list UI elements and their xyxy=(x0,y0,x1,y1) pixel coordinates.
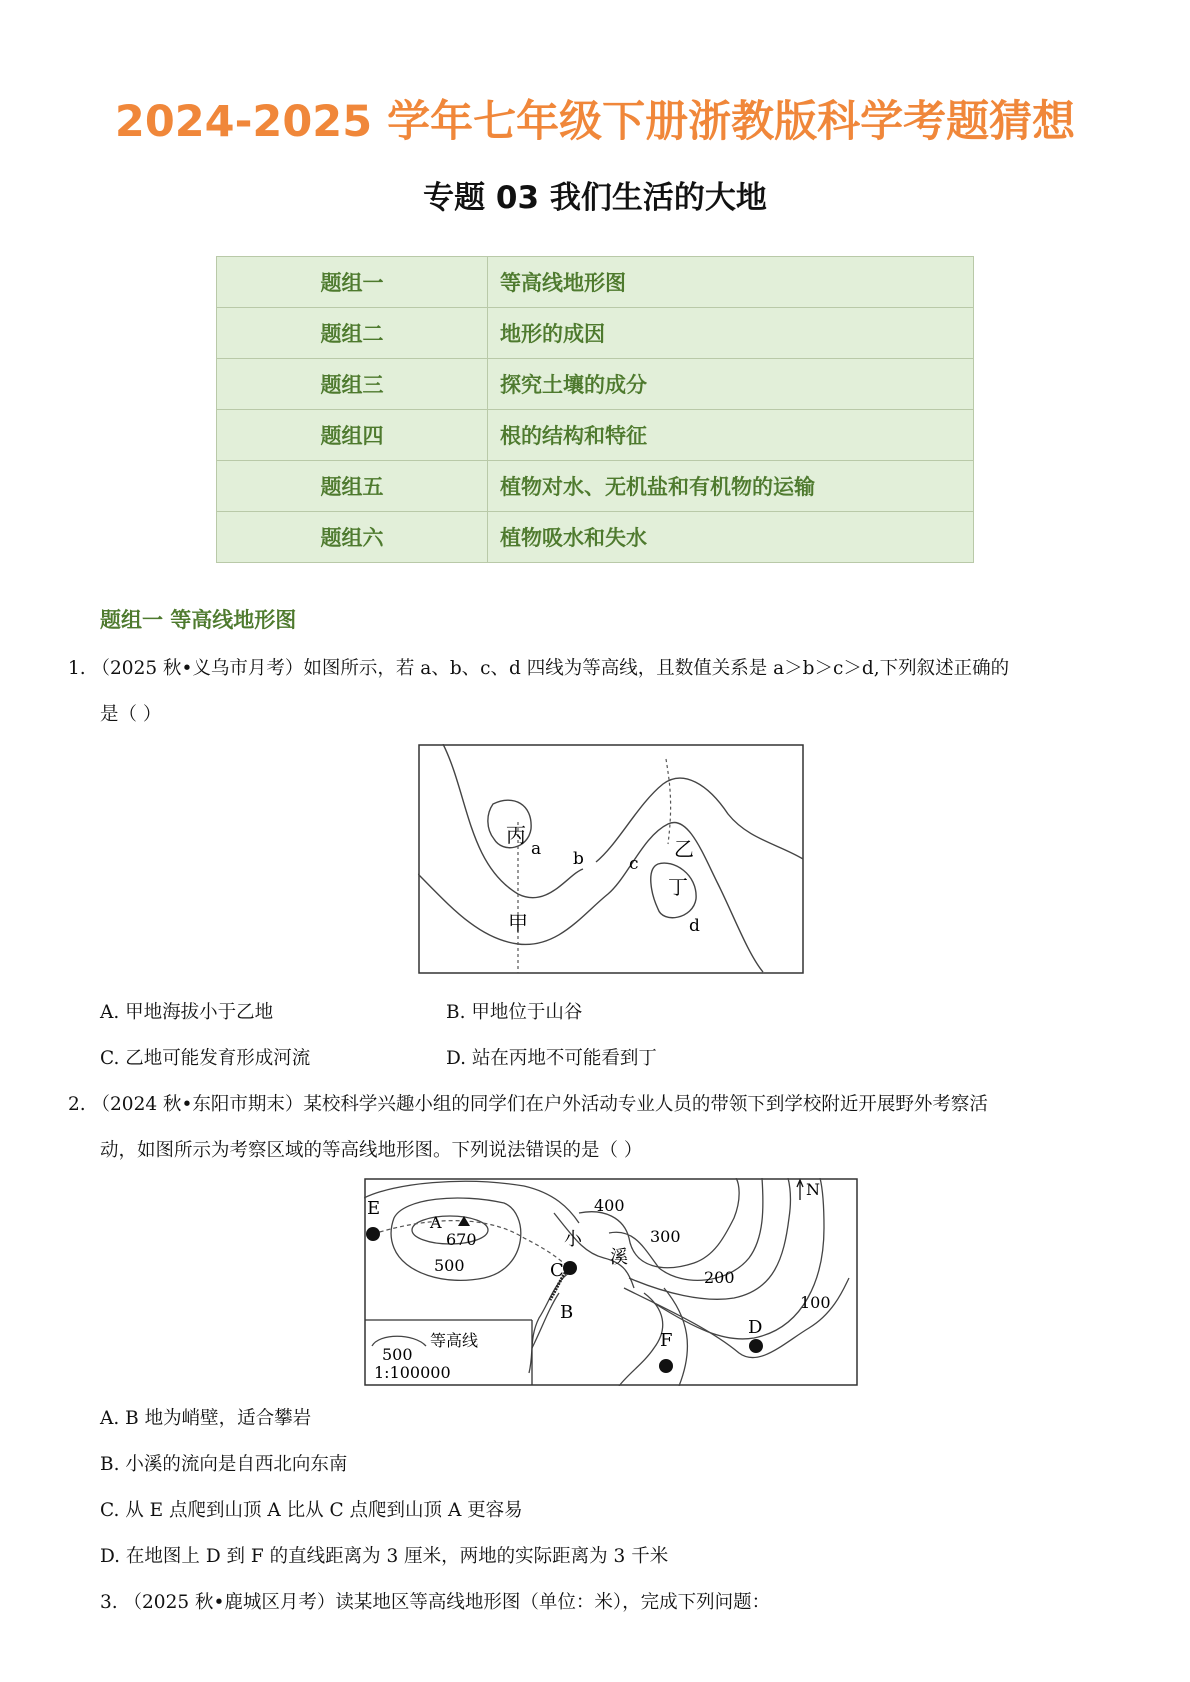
group-cell: 题组六 xyxy=(217,512,488,563)
map-label-bing: 丙 xyxy=(506,823,526,847)
table-row xyxy=(217,359,974,410)
map2-label-a: A xyxy=(430,1213,442,1232)
topic-cell: 等高线地形图 xyxy=(488,257,974,308)
topic-table xyxy=(216,256,974,563)
group-cell: 题组一 xyxy=(217,257,488,308)
question-1-text: 1. （2025 秋•义乌市月考）如图所示，若 a、b、c、d 四线为等高线，且数值关系是 a＞b＞c＞d,下列叙述正确的 xyxy=(68,658,1010,679)
map2-label-e: E xyxy=(367,1198,381,1219)
table-row xyxy=(217,512,974,563)
legend-label: 等高线 xyxy=(430,1331,479,1350)
map2-label-summit: 670 xyxy=(446,1230,477,1249)
map2-label-f: F xyxy=(660,1330,673,1351)
question-2-text-cont: 动，如图所示为考察区域的等高线地形图。下列说法错误的是（ ） xyxy=(100,1140,643,1161)
map2-label-xiao: 小 xyxy=(564,1229,582,1250)
group-cell: 题组三 xyxy=(217,359,488,410)
group-cell: 题组四 xyxy=(217,410,488,461)
topic-cell: 植物对水、无机盐和有机物的运输 xyxy=(488,461,974,512)
topic-cell: 植物吸水和失水 xyxy=(488,512,974,563)
table-row xyxy=(217,410,974,461)
group-cell: 题组五 xyxy=(217,461,488,512)
q1-option-b: B. 甲地位于山谷 xyxy=(446,1002,583,1023)
map2-label-200: 200 xyxy=(704,1268,735,1287)
question-1-text-cont: 是（ ） xyxy=(100,704,162,725)
q2-option-b: B. 小溪的流向是自西北向东南 xyxy=(100,1454,348,1475)
map2-label-300: 300 xyxy=(650,1227,681,1246)
table-row xyxy=(217,461,974,512)
page-subtitle: 专题 03 我们生活的大地 xyxy=(423,180,767,216)
q1-option-a: A. 甲地海拔小于乙地 xyxy=(100,1002,274,1023)
q1-option-c: C. 乙地可能发育形成河流 xyxy=(100,1048,311,1069)
legend-value: 500 xyxy=(382,1345,413,1364)
map-label-c: c xyxy=(629,854,639,874)
question-3-text: 3. （2025 秋•鹿城区月考）读某地区等高线地形图（单位：米），完成下列问题： xyxy=(100,1592,771,1613)
topic-cell: 探究土壤的成分 xyxy=(488,359,974,410)
map-label-b: b xyxy=(573,849,584,869)
topic-cell: 根的结构和特征 xyxy=(488,410,974,461)
map-label-d: d xyxy=(689,916,700,936)
map-label-ding: 丁 xyxy=(668,875,688,899)
map2-label-xi: 溪 xyxy=(610,1247,628,1268)
topic-cell: 地形的成因 xyxy=(488,308,974,359)
q2-option-d: D. 在地图上 D 到 F 的直线距离为 3 厘米，两地的实际距离为 3 千米 xyxy=(100,1546,669,1567)
map2-label-500: 500 xyxy=(434,1256,465,1275)
q1-option-d: D. 站在丙地不可能看到丁 xyxy=(446,1048,657,1069)
q2-option-c: C. 从 E 点爬到山顶 A 比从 C 点爬到山顶 A 更容易 xyxy=(100,1500,523,1521)
map-scale: 1:100000 xyxy=(374,1363,451,1382)
contour-map-1 xyxy=(418,744,804,974)
question-2-text: 2. （2024 秋•东阳市期末）某校科学兴趣小组的同学们在户外活动专业人员的带领下到学校附近开展野外考察活 xyxy=(68,1094,988,1115)
section-heading: 题组一 等高线地形图 xyxy=(100,608,297,632)
map2-label-400: 400 xyxy=(594,1196,625,1215)
map2-label-d: D xyxy=(748,1317,763,1338)
group-cell: 题组二 xyxy=(217,308,488,359)
table-row xyxy=(217,308,974,359)
map-label-a: a xyxy=(531,839,542,859)
north-label: N xyxy=(806,1180,820,1199)
q2-option-a: A. B 地为峭壁，适合攀岩 xyxy=(100,1408,312,1429)
map-label-yi: 乙 xyxy=(674,837,694,861)
map2-label-c: C xyxy=(550,1260,564,1281)
contour-map-2 xyxy=(364,1178,858,1386)
table-row xyxy=(217,257,974,308)
map2-label-100: 100 xyxy=(800,1293,831,1312)
map-label-jia: 甲 xyxy=(508,911,528,935)
page-title: 2024-2025 学年七年级下册浙教版科学考题猜想 xyxy=(114,97,1076,147)
map2-label-b: B xyxy=(560,1302,574,1323)
